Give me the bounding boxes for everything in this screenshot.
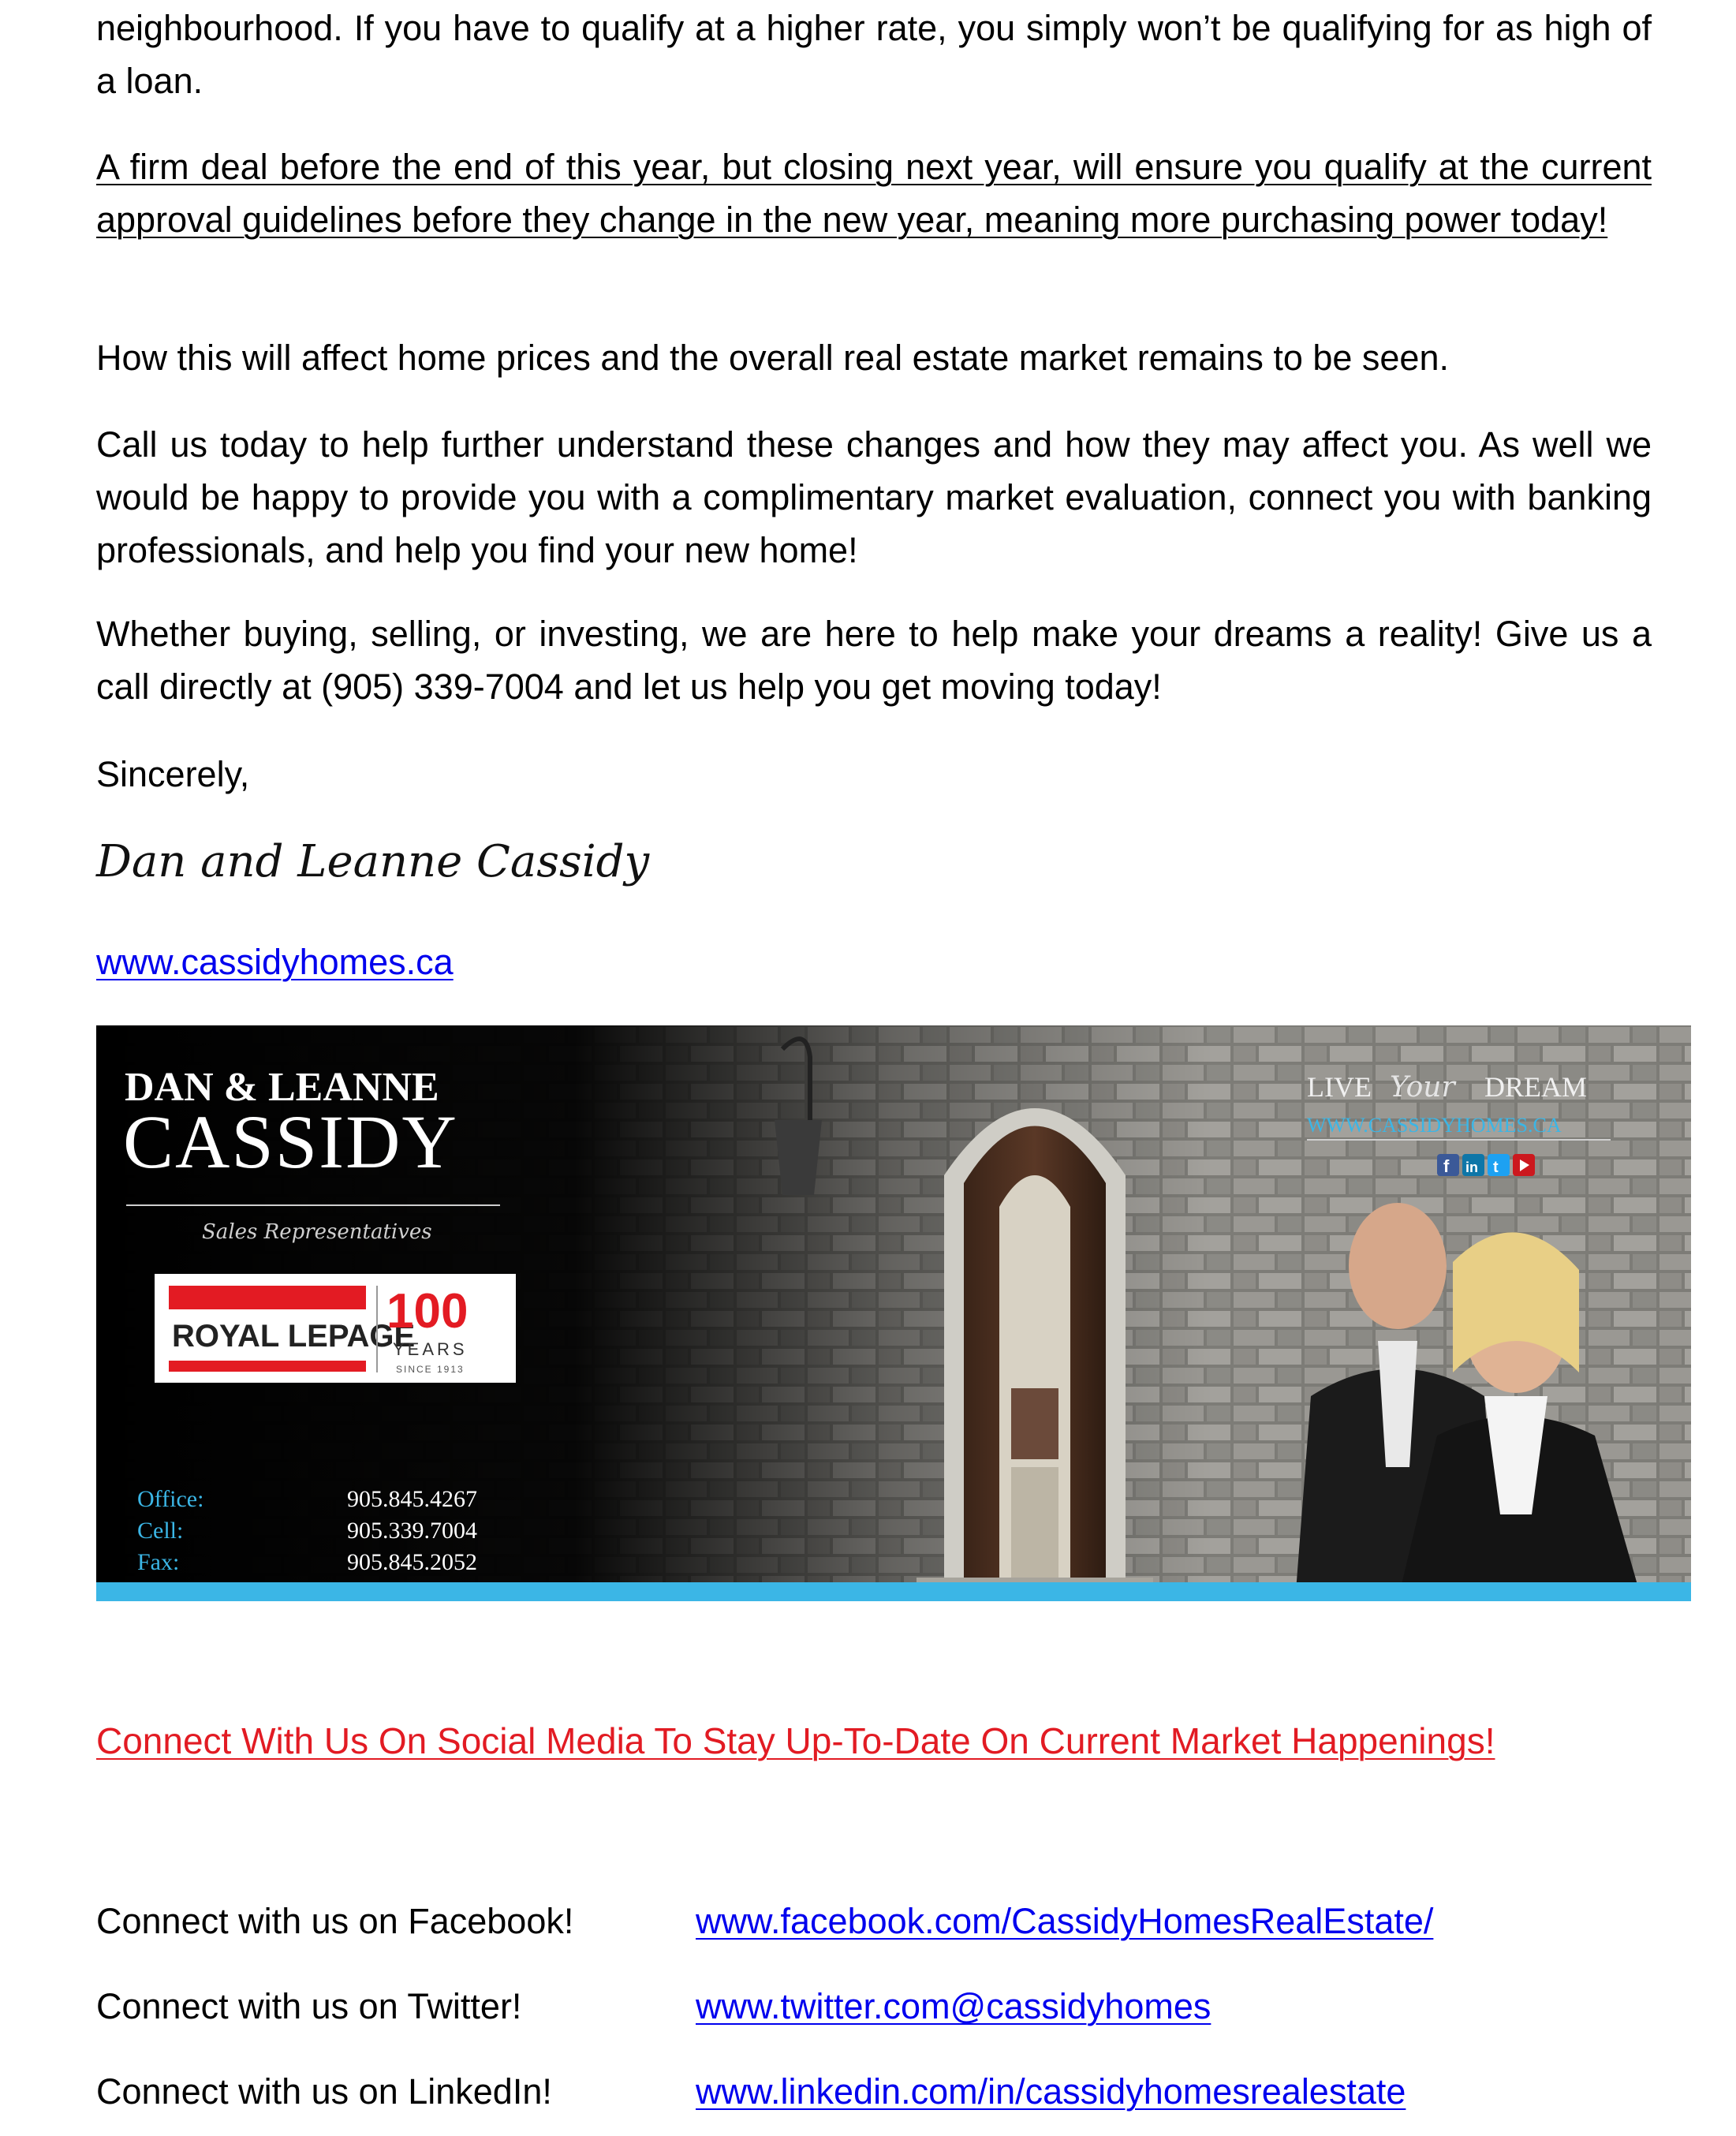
arched-door xyxy=(917,1108,1153,1601)
banner-role: Sales Representatives xyxy=(202,1220,432,1244)
royal-lepage-logo xyxy=(155,1274,516,1383)
banner-surname: CASSIDY xyxy=(123,1100,458,1184)
facebook-label: Connect with us on Facebook! xyxy=(96,1901,574,1941)
banner-accent-bar xyxy=(96,1582,1691,1601)
paragraph-call-us: Call us today to help further understand these changes and how they may affect you. As well we would be happy to provide you with a complimentary market evaluation, connect you with banking professionals, and help you find your new home! xyxy=(96,424,1652,570)
svg-text:ROYAL LEPAGE: ROYAL LEPAGE xyxy=(172,1319,416,1354)
contact-label: Cell: xyxy=(137,1518,184,1544)
website-link[interactable]: www.cassidyhomes.ca xyxy=(96,942,454,982)
banner-url: WWW.CASSIDYHOMES.CA xyxy=(1307,1114,1562,1137)
svg-text:Your: Your xyxy=(1390,1071,1455,1103)
svg-text:100: 100 xyxy=(386,1284,469,1339)
facebook-link[interactable]: www.facebook.com/CassidyHomesRealEstate/ xyxy=(696,1901,1434,1941)
twitter-label: Connect with us on Twitter! xyxy=(96,1986,522,2026)
svg-text:LIVE: LIVE xyxy=(1307,1071,1372,1103)
svg-text:f: f xyxy=(1443,1156,1450,1176)
twitter-link[interactable]: www.twitter.com@cassidyhomes xyxy=(696,1986,1211,2026)
svg-text:YEARS: YEARS xyxy=(393,1339,468,1359)
signature: Dan and Leanne Cassidy xyxy=(96,836,650,887)
linkedin-label: Connect with us on LinkedIn! xyxy=(96,2071,552,2112)
social-heading[interactable]: Connect With Us On Social Media To Stay Up-To-Date On Current Market Happenings! xyxy=(96,1720,1495,1761)
paragraph-market-effect: How this will affect home prices and the overall real estate market remains to be seen. xyxy=(96,338,1449,378)
svg-text:SINCE 1913: SINCE 1913 xyxy=(396,1364,465,1375)
contact-value: 905.339.7004 xyxy=(347,1518,477,1544)
banner-names: DAN & LEANNE xyxy=(125,1065,439,1110)
paragraph-qualify-rate: neighbourhood. If you have to qualify at a higher rate, you simply won’t be qualifying for as high of a loan. xyxy=(96,8,1652,101)
banner-graphic xyxy=(96,1025,1691,1601)
paragraph-buying-selling: Whether buying, selling, or investing, we are here to help make your dreams a reality! Give us a call directly at (905) 339-7004 and let us help you get moving today! xyxy=(96,614,1652,707)
twitter-icon xyxy=(1488,1154,1510,1176)
contact-value: 905.845.2052 xyxy=(347,1549,477,1575)
svg-text:in: in xyxy=(1465,1159,1478,1175)
contact-label: Office: xyxy=(137,1486,204,1512)
paragraph-firm-deal: A firm deal before the end of this year, but closing next year, will ensure you qualify at the current approval guidelines before they change in the new year, meaning more purchasing power today! xyxy=(96,147,1652,240)
agent-banner xyxy=(96,1025,1691,1601)
contact-value: 905.845.4267 xyxy=(347,1486,477,1512)
closing: Sincerely, xyxy=(96,754,250,794)
linkedin-link[interactable]: www.linkedin.com/in/cassidyhomesrealestate xyxy=(696,2071,1406,2112)
svg-text:t: t xyxy=(1493,1159,1499,1176)
contact-label: Fax: xyxy=(137,1549,180,1575)
svg-text:DREAM: DREAM xyxy=(1484,1071,1588,1103)
